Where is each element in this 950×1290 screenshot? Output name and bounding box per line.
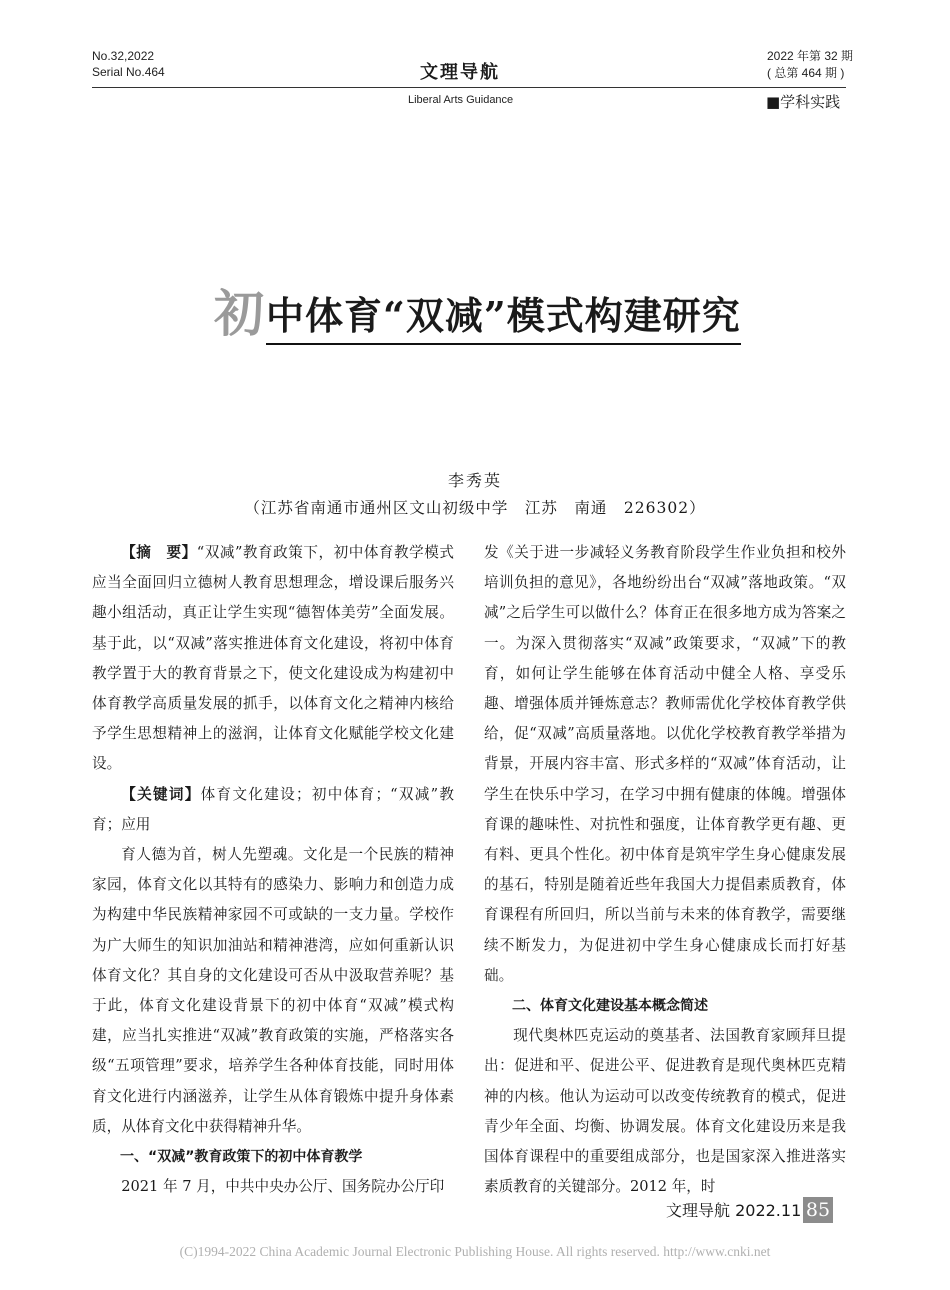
- keywords-text: 体育文化建设；初中体育；“双减”教育；应用: [92, 785, 454, 833]
- title-drop-char: 初: [214, 284, 264, 343]
- title-text: 中体育“双减”模式构建研究: [266, 291, 741, 345]
- copyright-footer: (C)1994-2022 China Academic Journal Electronic Publishing House. All rights reserved. http://www.cnki.net: [179, 1244, 771, 1259]
- abstract: [92, 538, 454, 780]
- header-rule: [92, 87, 846, 88]
- section-1-paragraph: 2021 年 7 月，中共中央办公厅、国务院办公厅印: [121, 1178, 445, 1196]
- section-label: ■学科实践: [766, 93, 841, 111]
- left-column: [92, 538, 454, 1202]
- author-name: 李秀英: [447, 471, 502, 490]
- keywords-label: 【关键词】: [121, 785, 201, 803]
- journal-name-cn: 文理导航: [420, 62, 500, 83]
- serial-number: Serial No.464: [92, 65, 165, 79]
- page-number: 85: [803, 1197, 833, 1223]
- abstract-text: “双减”教育政策下，初中体育教学模式应当全面回归立德树人教育思想理念，增设课后服务兴趣小组活动，真正让学生实现“德智体美劳”全面发展。基于此，以“双减”落实推进体育文化建设，将初中体育教学置于大的教育背景之下，使文化建设成为构建初中体育教学高质量发展的抓手，以体育文化之精神内核给予学生思想精神上的滋润，让体育文化赋能学校文化建设。: [92, 544, 454, 773]
- intro-paragraph: 育人德为首，树人先塑魂。文化是一个民族的精神家园，体育文化以其特有的感染力、影响力和创造力成为构建中华民族精神家园不可或缺的一支力量。学校作为广大师生的知识加油站和精神港湾，应如何重新认识体育文化？其自身的文化建设可否从中汲取营养呢？基于此，体育文化建设背景下的初中体育“双减”模式构建，应当扎实推进“双减”教育政策的实施，严格落实各级“五项管理”要求，培养学生各种体育技能，同时用体育文化进行内涵滋养，让学生从体育锻炼中提升身体素质，从体育文化中获得精神升华。: [92, 846, 454, 1135]
- keywords: [92, 780, 454, 840]
- issue-number: No.32,2022: [92, 49, 155, 63]
- article-title: [214, 275, 741, 345]
- abstract-label: 【摘 要】: [121, 544, 197, 561]
- total-issue-cn: ( 总第 464 期 ): [767, 66, 845, 80]
- continued-paragraph: 发《关于进一步减轻义务教育阶段学生作业负担和校外培训负担的意见》，各地纷纷出台“双减”落地政策。“双减”之后学生可以做什么？体育正在很多地方成为答案之一。为深入贯彻落实“双减”政策要求，“双减”下的教育，如何让学生能够在体育活动中健全人格、享受乐趣、增强体质并锤炼意志？教师需优化学校体育教学供给，促“双减”高质量落地。以优化学校教育教学举措为背景，开展内容丰富、形式多样的“双减”体育活动，让学生在快乐中学习，在学习中拥有健康的体魄。增强体育课的趣味性、对抗性和强度，让体育教学更有趣、更有料、更具个性化。初中体育是筑牢学生身心健康发展的基石，特别是随着近些年我国大力提倡素质教育，体育课程有所回归，所以当前与未来的体育教学，需要继续不断发力，为促进初中学生身心健康成长而打好基础。: [484, 544, 846, 984]
- section-1-heading: 一、“双减”教育政策下的初中体育教学: [120, 1149, 363, 1166]
- section-2-heading: 二、体育文化建设基本概念简述: [512, 998, 708, 1015]
- journal-name-en: Liberal Arts Guidance: [408, 94, 514, 106]
- right-column: [484, 538, 846, 1202]
- footer-journal-issue: 文理导航 2022.11: [666, 1201, 802, 1220]
- issue-cn: 2022 年第 32 期: [767, 49, 854, 63]
- author-affiliation: （江苏省南通市通州区文山初级中学 江苏 南通 226302）: [244, 499, 706, 517]
- section-2-paragraph: 现代奥林匹克运动的奠基者、法国教育家顾拜旦提出：促进和平、促进公平、促进教育是现代奥林匹克精神的内核。他认为运动可以改变传统教育的模式，促进青少年全面、均衡、协调发展。体育文化建设历来是我国体育课程中的重要组成部分，也是国家深入推进落实素质教育的关键部分。2012 年，时: [484, 1027, 846, 1196]
